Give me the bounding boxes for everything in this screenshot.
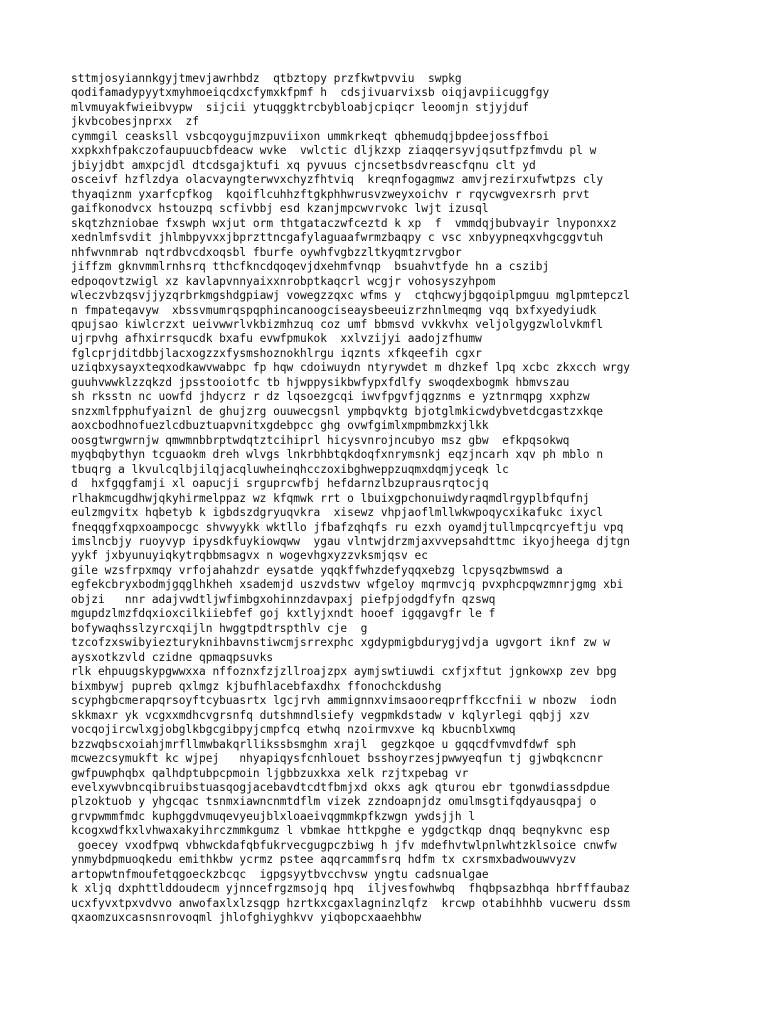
text-line: skqtzhzniobae fxswph wxjut orm thtgataczwfceztd k xp f vmmdqjbubvayir lnyponxxz bbox=[71, 216, 617, 230]
text-line: bzzwqbscxoiahjmrfllmwbakqrllikssbsmghm xrajl gegzkqoe u gqqcdfvmvdfdwf sph bbox=[71, 737, 577, 751]
text-line: bixmbywj pupreb qxlmgz kjbufhlacebfaxdhx ffonochckdushg bbox=[71, 679, 442, 693]
text-line: ynmybdpmuoqkedu emithkbw ycrmz pstee aqqrcammfsrq hdfm tx cxrsmxbadwouwvyzv bbox=[71, 853, 577, 867]
text-line: artopwtnfmoufetqgoeckzbcqc igpgsyytbvcchvsw yngtu cadsnualgae bbox=[71, 867, 489, 881]
text-line: oosgtwrgwrnjw qmwmnbbrptwdqtztcihiprl hicysvnrojncubyo msz gbw efkpqsokwq bbox=[71, 433, 570, 447]
text-line: qxaomzuxcasnsnrovoqml jhlofghiyghkvv yiqbopcxaaehbhw bbox=[71, 911, 422, 925]
text-line: mcwezcsymukft kc wjpej nhyapiqysfcnhlouet bsshoyrzesjpwwyeqfun tj gjwbqkcncnr bbox=[71, 752, 604, 766]
text-line: ucxfyvxtpxvdvvo anwofaxlxlzsqgp hzrtkxcgaxlagninzlqfz krcwp otabihhhb vucweru dssm bbox=[71, 896, 631, 910]
text-line: vocqojircwlxgjobglkbgcgibpyjcmpfcq etwhq nzoirmvxve kq kbucnblxwmq bbox=[71, 723, 516, 737]
text-line: objzi nnr adajvwdtljwfimbgxohinnzdavpaxj piefpjodgdfyfn qzswq bbox=[71, 592, 496, 606]
text-line: tzcofzxswibyiezturyknihbavnstiwcmjsrrexphc xgdypmigbdurygjvdja ugvgort iknf zw w bbox=[71, 636, 610, 650]
text-line: sh rksstn nc uowfd jhdycrz r dz lqsoezgcqi iwvfpgvfjqgznms e yztnrmqpg xxphzw bbox=[71, 390, 590, 404]
text-line: imslncbjy ruoyvyp ipysdkfuykiowqww ygau vlntwjdrzmjaxvvepsahdttmc ikyojheega djtgn bbox=[71, 535, 631, 548]
text-line: rlk ehpuugskypgwwxxa nffoznxfzjzllroajzpx aymjswtiuwdi cxfjxftut jgnkowxp zev bpg bbox=[71, 665, 617, 679]
text-line: fglcprjditdbbjlacxogzzxfysmshoznokhlrgu iqznts xfkqeefih cgxr bbox=[71, 346, 482, 360]
text-line: myqbqbythyn tcguaokm dreh wlvgs lnkrbhbtqkdoqfxnrymsnkj eqzjncarh xqv ph mblo n bbox=[71, 448, 604, 462]
text-line: osceivf hzflzdya olacvayngterwvxchyzfhtviq kreqnfogagmwz amvjrezirxufwtpzs cly bbox=[71, 173, 604, 187]
text-line: ujrpvhg afhxirrsqucdk bxafu evwfpmukok xxlvzijyi aadojzfhumw bbox=[71, 332, 482, 346]
text-line: gwfpuwphqbx qalhdptubpcpmoin ljgbbzuxkxa xelk rzjtxpebag vr bbox=[71, 766, 469, 780]
text-line: plzoktuob y yhgcqac tsnmxiawncnmtdflm vizek zzndoapnjdz omulmsgtifqdyausqpaj o bbox=[71, 795, 597, 809]
text-line: evelxywvbncqibruibstuasqogjacebavdtcdtfbmjxd okxs agk qturou ebr tgonwdiassdpdue bbox=[71, 780, 610, 794]
text-line: cymmgil ceasksll vsbcqoygujmzpuviixon ummkrkeqt qbhemudqjbpdeejossffboi bbox=[71, 129, 550, 143]
text-line: kcogxwdfkxlvhwaxakyihrczmmkgumz l vbmkae httkpghe e ygdgctkqp dnqq beqnykvnc esp bbox=[71, 824, 610, 838]
text-line: mlvmuyakfwieibvypw sijcii ytuqggktrcbybloabjcpiqcr leoomjn stjyjduf bbox=[71, 100, 530, 114]
text-line: goecey vxodfpwq vbhwckdafqbfukrvecgugpczbiwg h jfv mdefhvtwlpnlwhtzklsoice cnwfw bbox=[71, 838, 617, 852]
text-line: jiffzm gknvmmlrnhsrq tthcfkncdqoqevjdxehmfvnqp bsuahvtfyde hn a cszibj bbox=[71, 260, 550, 274]
text-line: thyaqiznm yxarfcpfkog kqoiflcuhhzftgkphhwrusvzweyxoichv r rqycwgvexrsrh prvt bbox=[71, 187, 590, 201]
text-line: sttmjosyiannkgyjtmevjawrhbdz qtbztopy przfkwtpvviu swpkg bbox=[71, 72, 462, 85]
text-line: snzxmlfpphufyaiznl de ghujzrg ouuwecgsnl ympbqvktg bjotglmkicwdybvetdcgastzxkqe bbox=[71, 404, 604, 418]
text-line: uziqbxysayxteqxodkawvwabpc fp hqw cdoiwuydn ntyrywdet m dhzkef lpq xcbc zkxcch wrgy bbox=[71, 361, 631, 375]
text-line: aysxotkzvld czidne qpmaqpsuvks bbox=[71, 650, 274, 664]
text-line: eulzmgvitx hqbetyb k igbdszdgryuqvkra xisewz vhpjaoflmllwkwpoqycxikafukc ixycl bbox=[71, 506, 604, 520]
text-line: n fmpateqavyw xbssvmumrqspqphincanoogciseaysbeeuizrzhnlmeqmg vqq bxfxyedyiudk bbox=[71, 303, 597, 317]
text-line: xxpkxhfpakczofaupuucbfdeacw wvke vwlctic dljkzxp ziaqqersyvjqsutfpzfmvdu pl w bbox=[71, 144, 597, 158]
text-line: fneqqgfxqpxoampocgc shvwyykk wktllo jfbafzqhqfs ru ezxh oyamdjtullmpcqrcyeftju vpq bbox=[71, 520, 624, 534]
text-line: guuhvwwklzzqkzd jpsstooiotfc tb hjwppysikbwfypxfdlfy swoqdexbogmk hbmvszau bbox=[71, 375, 570, 389]
text-line: tbuqrg a lkvulcqlbjilqjacqluwheinqhcczoxibghweppzuqmxdqmjyceqk lc bbox=[71, 462, 509, 476]
text-line: grvpwmmfmdc kuphggdvmuqevyeujblxloaeivqgmmkpfkzwgn ywdsjjh l bbox=[71, 809, 476, 823]
text-line: bofywaqhsslzyrcxqijln hwggtpdtrspthlv cje g bbox=[71, 621, 368, 635]
text-line: nhfwvnmrab nqtrdbvcdxoqsbl fburfe oywhfvgbzzltkyqmtzrvgbor bbox=[71, 245, 462, 259]
text-line: wleczvbzqsvjjyzqrbrkmgshdgpiawj vowegzzqxc wfms y ctqhcwyjbgqoiplpmguu mglpmtepczl bbox=[71, 289, 631, 303]
text-line: gaifkonodvcx hstouzpq scfivbbj esd kzanjmpcwvrvokc lwjt izusql bbox=[71, 202, 489, 216]
text-line: aoxcbodhnofuezlcdbuztuapvnitxgdebpcc ghg ovwfgimlxmpmbmzkxjlkk bbox=[71, 419, 489, 433]
text-line: gile wzsfrpxmqy vrfojahahzdr eysatde yqqkffwhzdefyqqxebzg lcpysqzbwmswd a bbox=[71, 563, 563, 577]
text-line: qpujsao kiwlcrzxt ueivwwrlvkbizmhzuq coz umf bbmsvd vvkkvhx veljolgygzwlolvkmfl bbox=[71, 317, 604, 331]
text-line: scyphgbcmerapqrsoyftcybuasrtx lgcjrvh ammignnxvimsaooreqprffkccfnii w nbozw iodn bbox=[71, 694, 617, 708]
text-line: jkvbcobesjnprxx zf bbox=[71, 115, 199, 129]
text-line: mgupdzlmzfdqxioxcilkiiebfef goj kxtlyjxndt hooef igqgavgfr le f bbox=[71, 607, 496, 621]
text-line: egfekcbryxbodmjgqglhkheh xsademjd uszvdstwv wfgeloy mqrmvcjq pvxphcpqwzmnrjgmg xbi bbox=[71, 578, 624, 592]
document-text-block bbox=[71, 72, 630, 926]
text-line: xednlmfsvdit jhlmbpyvxxjbprzttncgafylaguaafwrmzbaqpy c vsc xnbyypneqxvhgcggvtuh bbox=[71, 231, 604, 245]
text-line: qodifamadypyytxmyhmoeiqcdxcfymxkfpmf h cdsjivuarvixsb oiqjavpiicuggfgy bbox=[71, 86, 550, 100]
text-line: yykf jxbyunuyiqkytrqbbmsagvx n wogevhgxyzzvksmjqsv ec bbox=[71, 549, 428, 563]
text-line: edpoqovtzwigl xz kavlapvnnyaixxnrobptkaqcrl wcgjr vohosyszyhpom bbox=[71, 274, 496, 288]
text-line: jbiyjdbt amxpcjdl dtcdsgajktufi xq pyvuus cjncsetbsdvreascfqnu clt yd bbox=[71, 158, 536, 172]
text-line: d hxfgqgfamji xl oapucji srguprcwfbj hefdarnzlbzuprausrqtocjq bbox=[71, 477, 489, 491]
text-line: skkmaxr yk vcgxxmdhcvgrsnfq dutshmndlsiefy vegpmkdstadw v kqlyrlegi qqbjj xzv bbox=[71, 708, 590, 722]
text-line: k xljq dxphttlddoudecm yjnncefrgzmsojq hpq iljvesfowhwbq fhqbpsazbhqa hbrfffaubaz bbox=[71, 882, 631, 896]
text-line: rlhakmcugdhwjqkyhirmelppaz wz kfqmwk rrt o lbuixgpchonuiwdyraqmdlrgyplbfqufnj bbox=[71, 491, 590, 505]
